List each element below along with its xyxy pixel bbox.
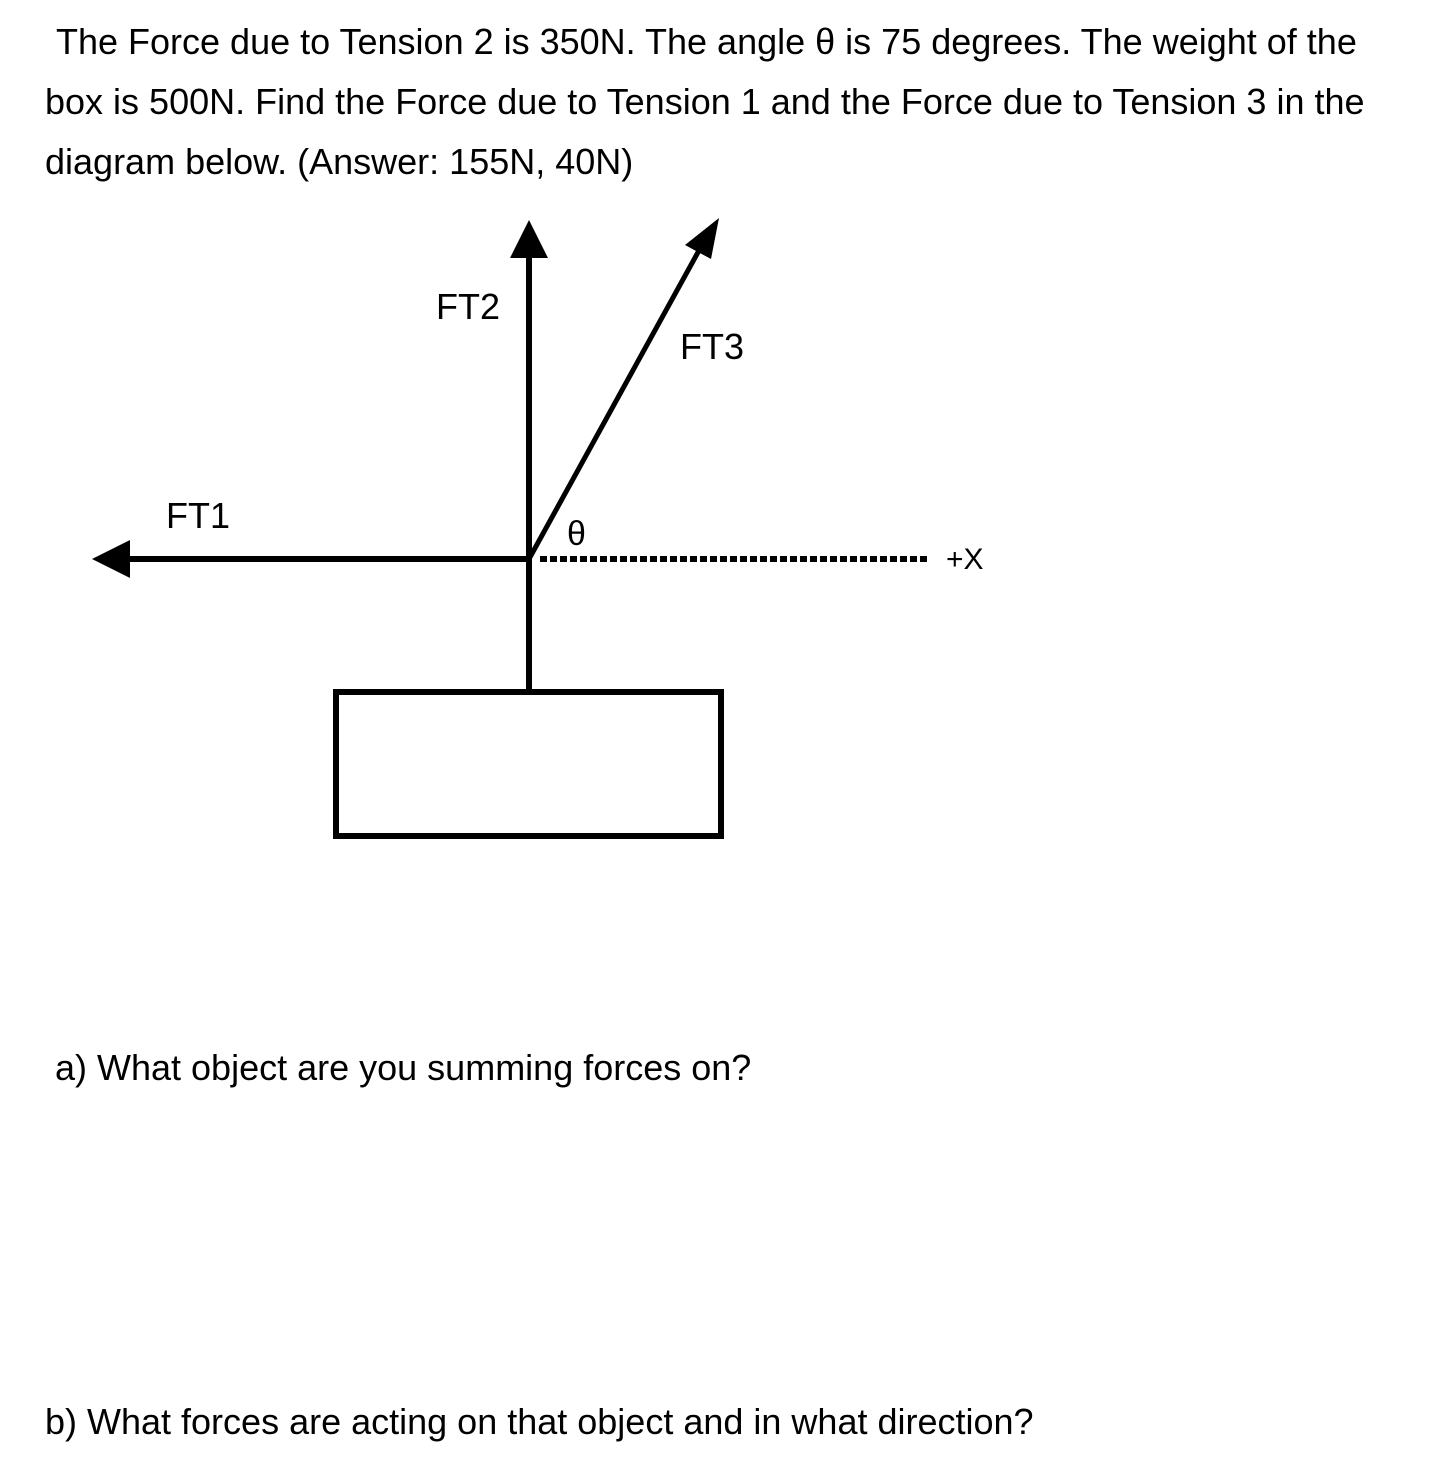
label-ft1: FT1 xyxy=(166,495,231,536)
label-positive-x: +X xyxy=(946,543,984,576)
ft3-arrowhead xyxy=(685,218,719,259)
problem-line-2: box is 500N. Find the Force due to Tension 1 and the Force due to Tension 3 in the xyxy=(45,81,1365,122)
ft3-arrow-shaft xyxy=(529,245,702,559)
label-ft3: FT3 xyxy=(680,326,745,367)
problem-line-1: The Force due to Tension 2 is 350N. The angle θ is 75 degrees. The weight of the xyxy=(56,21,1357,62)
label-theta: θ xyxy=(567,515,586,553)
question-b: b) What forces are acting on that object and in what direction? xyxy=(45,1401,1034,1442)
ft2-arrowhead xyxy=(510,220,548,258)
box xyxy=(336,692,721,836)
ft1-arrowhead xyxy=(92,540,130,578)
question-a: a) What object are you summing forces on? xyxy=(55,1047,752,1088)
problem-line-3: diagram below. (Answer: 155N, 40N) xyxy=(45,141,634,182)
label-ft2: FT2 xyxy=(436,286,501,327)
